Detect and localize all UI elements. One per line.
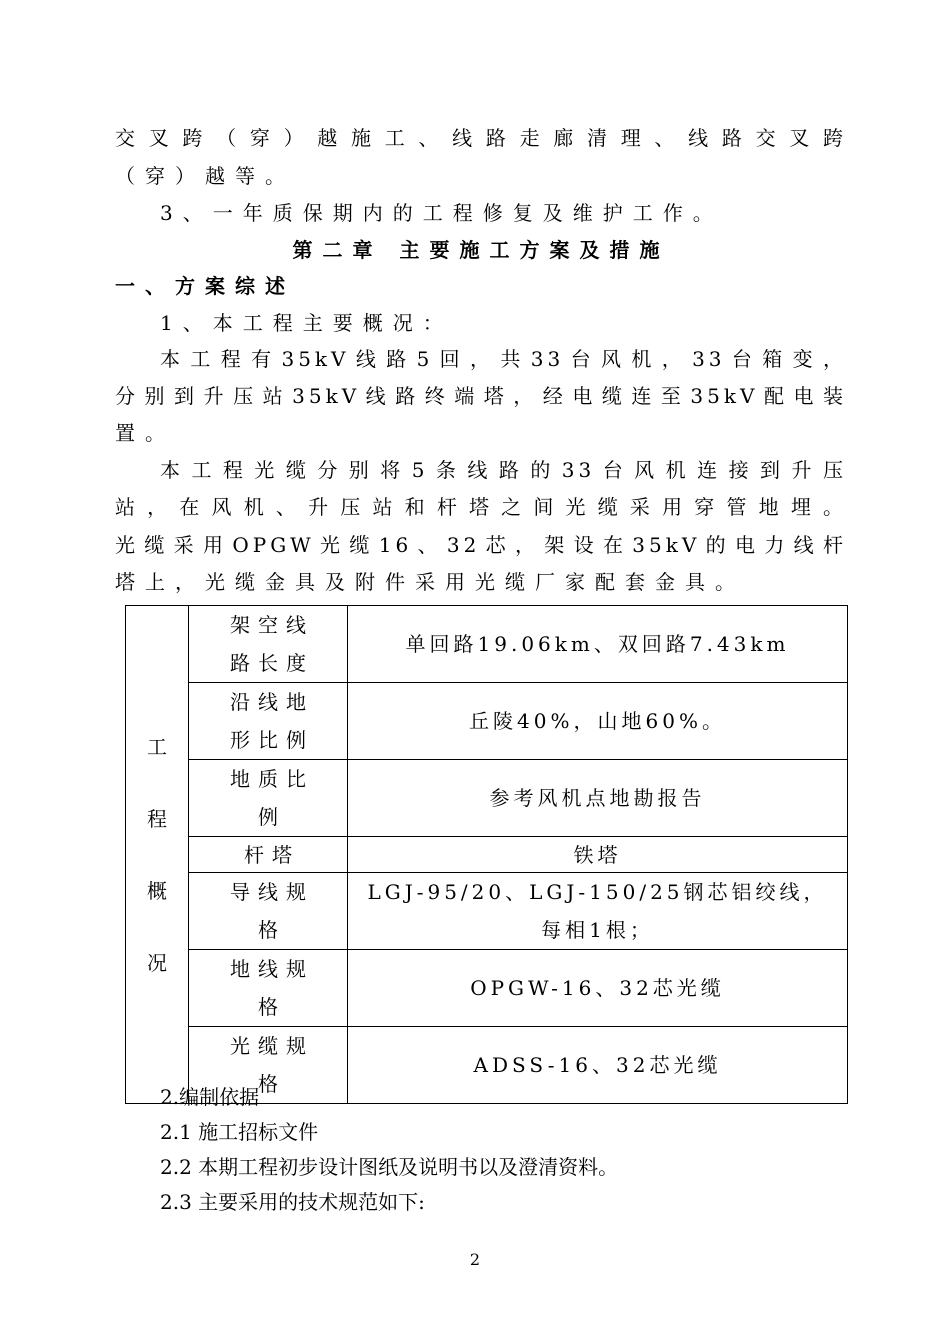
paragraph-line: 本工程有35kV线路5回，共33台风机，33台箱变， bbox=[160, 347, 847, 371]
table-row-value: 单回路19.06km、双回路7.43km bbox=[348, 606, 848, 683]
table-row-label: 导线规 格 bbox=[189, 873, 348, 950]
basis-item: 2.1 施工招标文件 bbox=[160, 1120, 319, 1144]
table-row-value: 参考风机点地勘报告 bbox=[348, 760, 848, 837]
basis-item: 2.2 本期工程初步设计图纸及说明书以及澄清资料。 bbox=[160, 1155, 619, 1179]
table-row-value: ADSS-16、32芯光缆 bbox=[348, 1027, 848, 1104]
table-row-label: 地质比 例 bbox=[189, 760, 348, 837]
paragraph-line: （穿）越等。 bbox=[115, 164, 295, 188]
paragraph-line: 本工程光缆分别将5条线路的33台风机连接到升压 bbox=[160, 458, 847, 482]
list-item-3: 3、一年质保期内的工程修复及维护工作。 bbox=[160, 201, 723, 225]
table-row-label: 沿线地 形比例 bbox=[189, 683, 348, 760]
table-row-label: 杆塔 bbox=[189, 837, 348, 873]
paragraph-line: 塔上，光缆金具及附件采用光缆厂家配套金具。 bbox=[115, 570, 745, 594]
subsection-title: 1、本工程主要概况： bbox=[160, 311, 453, 335]
chapter-title: 第二章 主要施工方案及措施 bbox=[292, 238, 670, 262]
table-row-value: OPGW-16、32芯光缆 bbox=[348, 950, 848, 1027]
paragraph-line: 站，在风机、升压站和杆塔之间光缆采用穿管地埋。 bbox=[115, 495, 847, 519]
table-row-label: 光缆规 格 bbox=[189, 1027, 348, 1104]
project-overview-table bbox=[125, 605, 848, 1104]
paragraph-line: 光缆采用OPGW光缆16、32芯，架设在35kV的电力线杆 bbox=[115, 533, 847, 557]
table-row-value: LGJ-95/20、LGJ-150/25钢芯铝绞线， 每相1根； bbox=[348, 873, 848, 950]
basis-title: 2.编制依据 bbox=[160, 1085, 260, 1109]
paragraph-line: 分别到升压站35kV线路终端塔，经电缆连至35kV配电装 bbox=[115, 384, 847, 408]
table-row-label: 架空线 路长度 bbox=[189, 606, 348, 683]
table-row-value: 丘陵40%，山地60%。 bbox=[348, 683, 848, 760]
basis-item: 2.3 主要采用的技术规范如下: bbox=[160, 1190, 425, 1214]
table-row-value: 铁塔 bbox=[348, 837, 848, 873]
table-row-label: 地线规 格 bbox=[189, 950, 348, 1027]
paragraph-line: 置。 bbox=[115, 421, 175, 445]
table-group-label: 工 程 概 况 bbox=[126, 606, 189, 1104]
paragraph-line: 交叉跨（穿）越施工、线路走廊清理、线路交叉跨 bbox=[115, 126, 847, 150]
section-title: 一、方案综述 bbox=[115, 274, 295, 298]
page-number: 2 bbox=[469, 1250, 481, 1269]
